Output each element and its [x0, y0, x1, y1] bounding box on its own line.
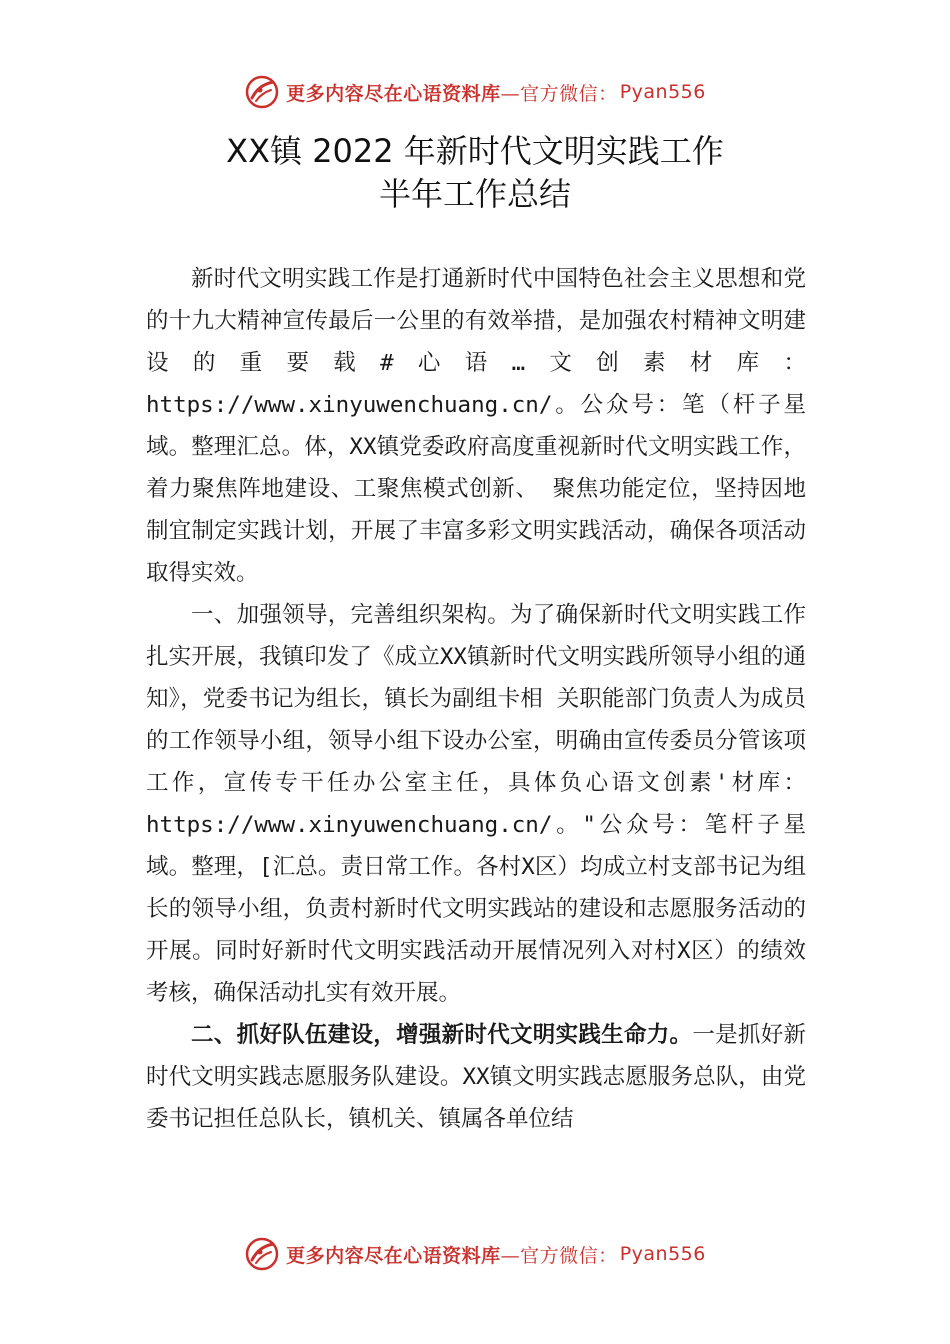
footer-banner-text-main: 更多内容尽在心语资料库	[286, 1244, 501, 1267]
document-body	[146, 258, 806, 1140]
banner-text-wechat-id: Pyan556	[619, 81, 706, 103]
paragraph-section-1	[146, 594, 806, 1014]
footer-banner-text-wechat-id: Pyan556	[619, 1243, 706, 1265]
paragraph-intro-text: 新时代文明实践工作是打通新时代中国特色社会主义思想和党的十九大精神宣传最后一公里的有效举措，是加强农村精神文明建设的重要载#心语…文创素材库：https://www.xinyuwenchuang.cn/。公众号：笔（杆子星域。整理汇总。体，XX镇党委政府高度重视新时代文明实践工作，着力聚焦阵地建设、工聚焦模式创新、 聚焦功能定位，坚持因地制宜制定实践计划，开展了丰富多彩文明实践活动，确保各项活动取得实效。	[146, 266, 806, 586]
banner-text-main: 更多内容尽在心语资料库	[286, 82, 501, 105]
paragraph-section-2	[146, 1014, 806, 1140]
paragraph-section-1-text: 一、加强领导，完善组织架构。为了确保新时代文明实践工作扎实开展，我镇印发了《成立XX镇新时代文明实践所领导小组的通知》，党委书记为组长，镇长为副组卡相 关职能部门负责人为成员的工作领导小组，领导小组下设办公室，明确由宣传委员分管该项工作，宣传专干任办公室主任，具体负心语文创素'材库：https://www.xinyuwenchuang.cn/。"公众号：笔杆子星域。整理，[汇总。责日常工作。各村X区）均成立村支部书记为组长的领导小组，负责村新时代文明实践站的建设和志愿服务活动的开展。同时好新时代文明实践活动开展情况列入对村X区）的绩效考核，确保活动扎实有效开展。	[146, 602, 806, 1006]
paragraph-section-2-text: 一是抓好新时代文明实践志愿服务队建设。XX镇文明实践志愿服务总队，由党委书记担任总队长，镇机关、镇属各单位结	[146, 1022, 806, 1132]
circular-brush-seal-icon	[244, 74, 280, 110]
section-2-heading: 二、抓好队伍建设，增强新时代文明实践生命力。	[191, 1022, 693, 1048]
paragraph-intro	[146, 258, 806, 594]
banner-text-wechat-label: —官方微信：	[500, 82, 618, 105]
footer-banner	[0, 1236, 950, 1272]
circular-brush-seal-icon	[244, 1236, 280, 1272]
footer-banner-text-wechat-label: —官方微信：	[500, 1244, 618, 1267]
document-title-line-1: XX镇 2022 年新时代文明实践工作	[226, 132, 724, 170]
document-title-line-2: 半年工作总结	[378, 175, 571, 213]
header-banner	[0, 74, 950, 110]
